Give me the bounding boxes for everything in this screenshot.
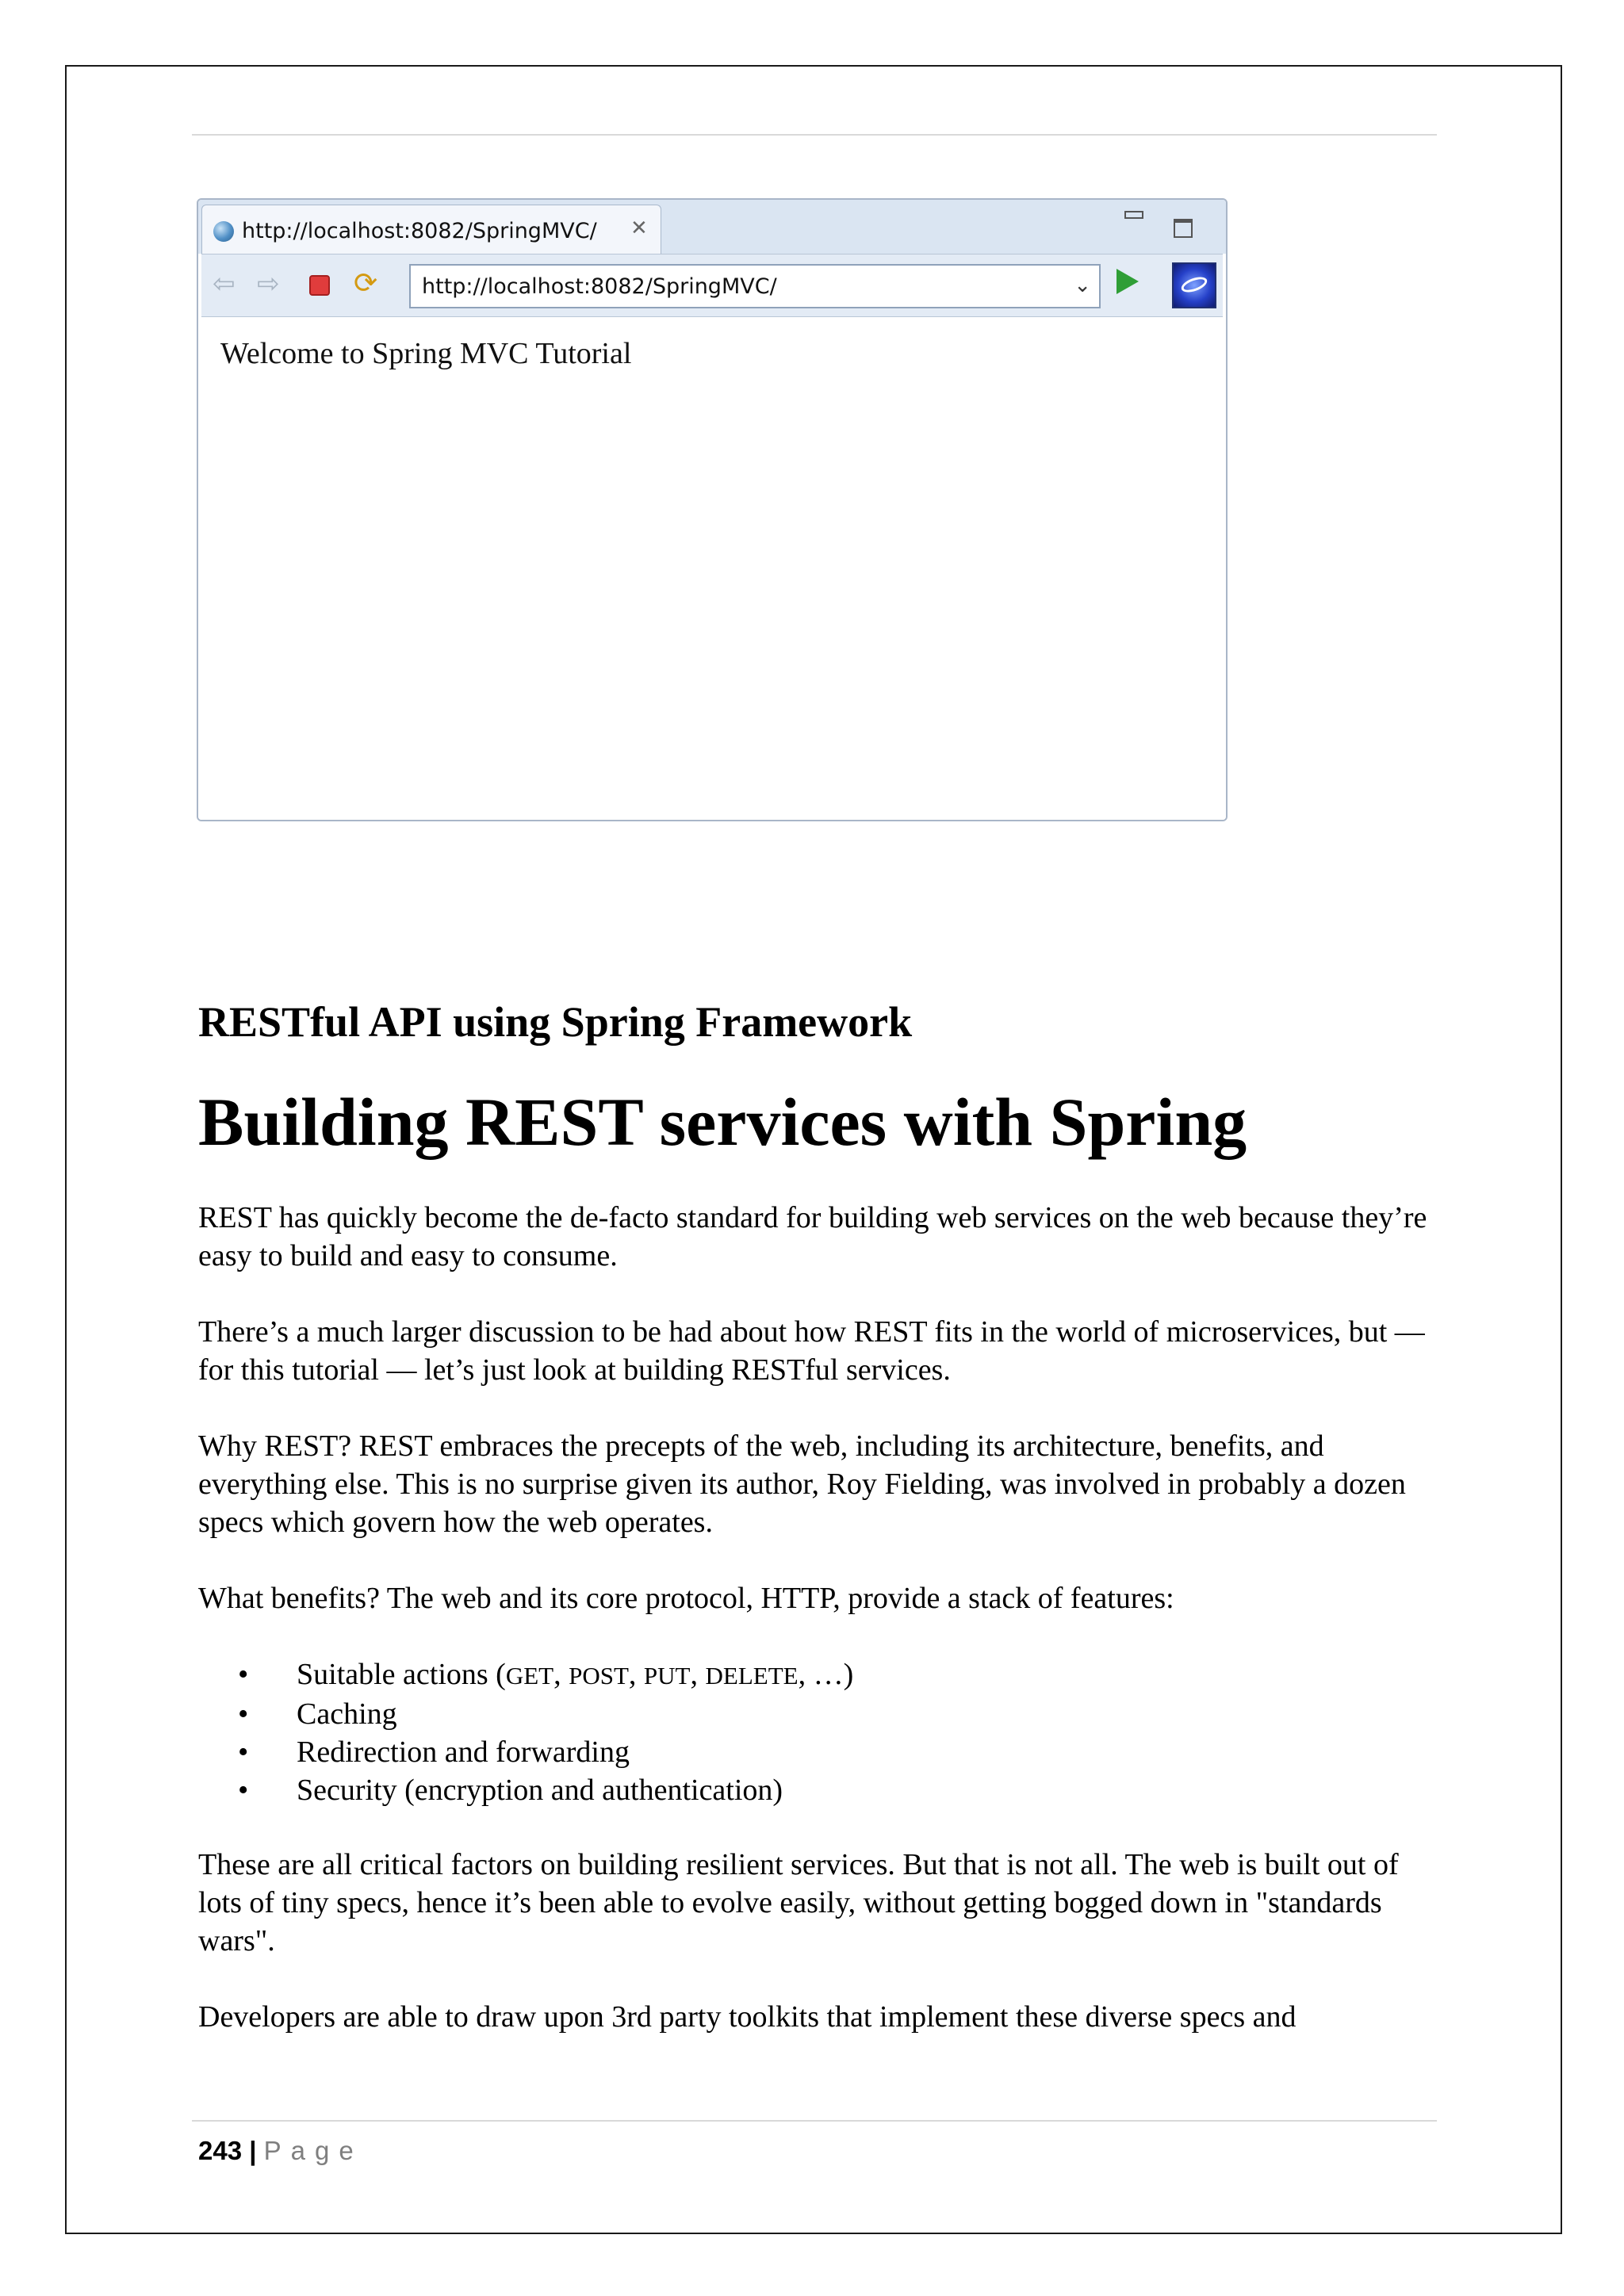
list-item: • Caching xyxy=(238,1695,853,1733)
page-heading: Building REST services with Spring xyxy=(198,1084,1247,1160)
paragraph: Developers are able to draw upon 3rd party toolkits that implement these diverse specs and xyxy=(198,2000,1297,2034)
list-item: • Security (encryption and authentication) xyxy=(238,1771,853,1809)
close-icon[interactable]: ✕ xyxy=(630,216,648,240)
footer-separator: | xyxy=(242,2136,264,2165)
go-icon[interactable] xyxy=(1116,269,1139,294)
address-bar-url: http://localhost:8082/SpringMVC/ xyxy=(422,274,777,299)
bullet: • xyxy=(238,1658,249,1691)
back-arrow-icon[interactable]: ⇦ xyxy=(213,268,236,300)
refresh-icon[interactable]: ⟳ xyxy=(354,267,378,300)
http-method-get: GET xyxy=(505,1662,554,1689)
welcome-text: Welcome to Spring MVC Tutorial xyxy=(220,337,632,370)
maximize-icon[interactable] xyxy=(1174,219,1193,238)
minimize-icon[interactable] xyxy=(1124,211,1143,219)
globe-icon xyxy=(213,221,234,242)
page-footer xyxy=(198,2136,363,2166)
browser-tab-title: http://localhost:8082/SpringMVC/ xyxy=(242,219,597,243)
bullet: • xyxy=(238,1697,249,1731)
bullet: • xyxy=(238,1735,249,1769)
paragraph: There’s a much larger discussion to be had about how REST fits in the world of microservices, but — for this tutorial — let’s just look at building RESTful services. xyxy=(198,1315,1425,1387)
http-method-delete: DELETE xyxy=(705,1662,799,1689)
http-method-put: PUT xyxy=(643,1662,691,1689)
header-rule xyxy=(192,134,1437,136)
browser-tab[interactable] xyxy=(201,205,661,254)
stop-icon[interactable] xyxy=(309,275,330,296)
address-bar[interactable] xyxy=(409,264,1101,308)
browser-tab-bar xyxy=(198,200,1226,254)
paragraph: These are all critical factors on building resilient services. But that is not all. The web is built out of lots of tiny specs, hence it’s been able to evolve easily, without getting bogged down in "standards wars". xyxy=(198,1848,1399,1957)
http-method-post: POST xyxy=(569,1662,629,1689)
section-title: RESTful API using Spring Framework xyxy=(198,998,913,1046)
bullet: • xyxy=(238,1774,249,1807)
browser-window-screenshot xyxy=(197,198,1228,821)
forward-arrow-icon[interactable]: ⇨ xyxy=(257,268,280,300)
paragraph: Why REST? REST embraces the precepts of the web, including its architecture, benefits, and everything else. This is no surprise given its author, Roy Fielding, was involved in probably a dozen specs which govern how the web operates. xyxy=(198,1429,1406,1539)
eclipse-icon[interactable] xyxy=(1172,262,1216,308)
features-list xyxy=(238,1655,853,1809)
paragraph: REST has quickly become the de-facto standard for building web services on the web because they’re easy to build and easy to consume. xyxy=(198,1201,1427,1272)
page-number: 243 xyxy=(198,2136,243,2165)
paragraph: What benefits? The web and its core protocol, HTTP, provide a stack of features: xyxy=(198,1582,1174,1615)
browser-toolbar xyxy=(201,254,1223,317)
list-item: • Suitable actions (GET, POST, PUT, DELETE, …) xyxy=(238,1655,853,1695)
browser-content-area xyxy=(198,317,1226,821)
page-label: Page xyxy=(263,2136,363,2165)
dropdown-icon[interactable]: ⌄ xyxy=(1074,274,1091,297)
list-item: • Redirection and forwarding xyxy=(238,1733,853,1771)
footer-rule xyxy=(192,2120,1437,2122)
